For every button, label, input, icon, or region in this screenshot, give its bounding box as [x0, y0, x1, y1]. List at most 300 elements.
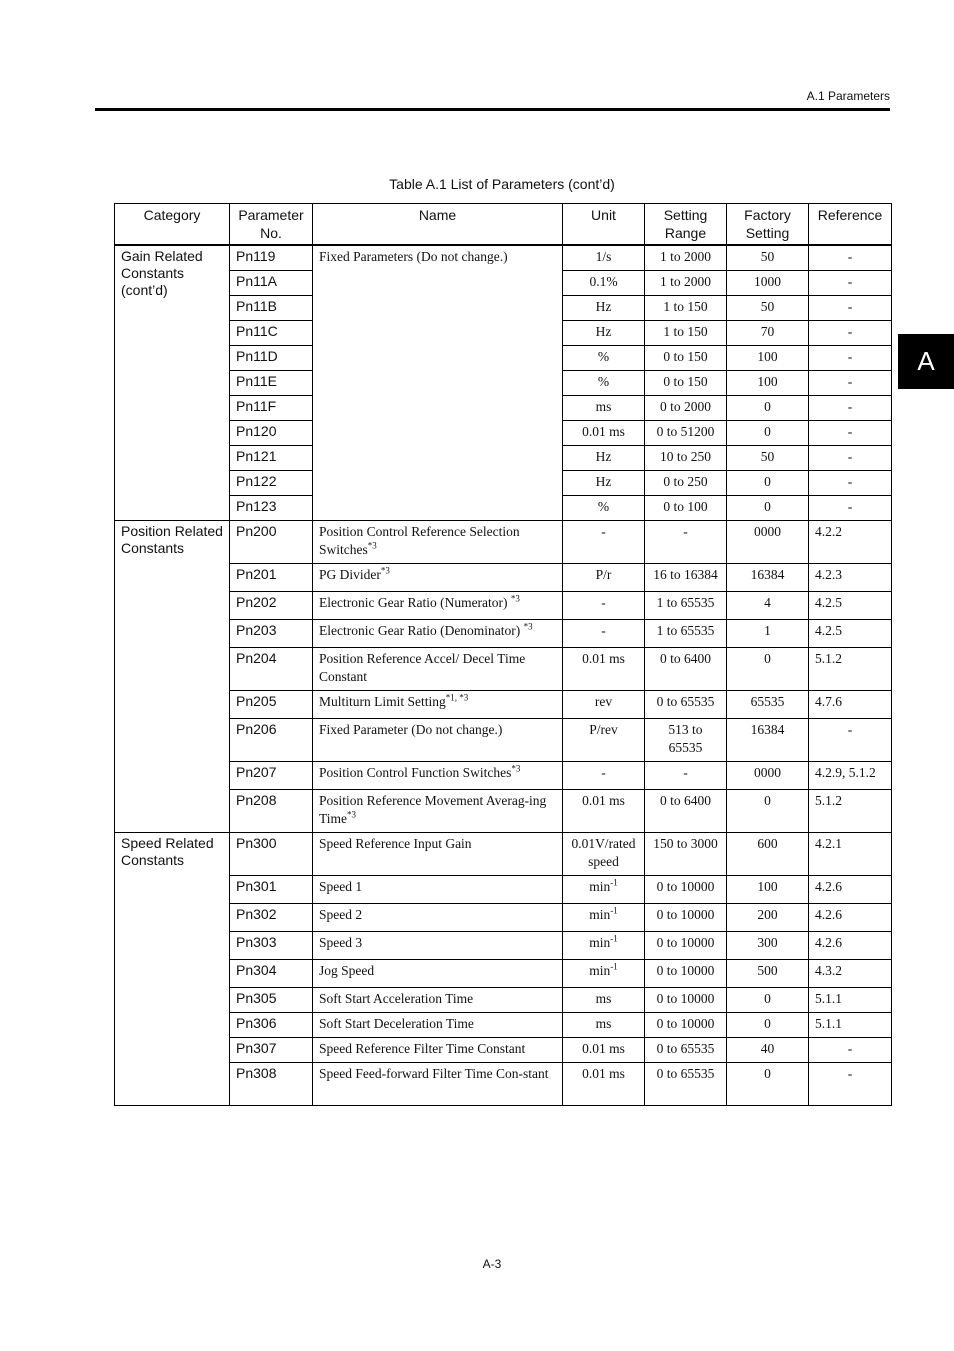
unit-cell-text: min: [589, 907, 611, 922]
reference-cell: [809, 592, 892, 620]
unit-cell: [563, 521, 645, 564]
unit-cell-text: Hz: [595, 299, 612, 314]
parameter-no-cell-text: Pn208: [236, 792, 277, 808]
table-row: [115, 988, 892, 1013]
setting-range-cell: [645, 620, 727, 648]
parameter-no-cell: [230, 496, 313, 521]
reference-cell: [809, 762, 892, 790]
factory-setting-cell-text: 16384: [750, 722, 785, 737]
setting-range-cell: [645, 1038, 727, 1063]
unit-cell-text: Hz: [595, 449, 612, 464]
unit-cell-text: 0.01 ms: [582, 793, 625, 808]
table-row: [115, 932, 892, 960]
factory-setting-cell: [727, 421, 809, 446]
name-cell: [313, 1038, 563, 1063]
factory-setting-cell-text: 0: [764, 1016, 771, 1031]
setting-range-cell-text: 1 to 150: [663, 324, 708, 339]
setting-range-cell: [645, 564, 727, 592]
setting-range-cell-text: 0 to 100: [663, 499, 708, 514]
name-cell-text: Speed Reference Filter Time Constant: [319, 1041, 526, 1056]
parameter-no-cell: [230, 396, 313, 421]
reference-cell-text: 4.2.5: [815, 623, 842, 638]
parameter-no-cell-text: Pn203: [236, 622, 277, 638]
setting-range-cell: [645, 496, 727, 521]
parameter-no-cell: [230, 421, 313, 446]
reference-cell-text: 4.2.6: [815, 879, 842, 894]
category-cell: [115, 245, 230, 521]
parameter-no-cell: [230, 446, 313, 471]
parameter-no-cell: [230, 1013, 313, 1038]
factory-setting-cell: [727, 762, 809, 790]
name-cell-text: Position Control Function Switches: [319, 765, 512, 780]
setting-range-cell: [645, 592, 727, 620]
parameter-no-cell: [230, 648, 313, 691]
factory-setting-cell: [727, 932, 809, 960]
unit-cell: [563, 833, 645, 876]
table-row: [115, 521, 892, 564]
factory-setting-cell: [727, 790, 809, 833]
table-row: [115, 648, 892, 691]
factory-setting-cell-text: 100: [757, 349, 778, 364]
setting-range-cell: [645, 932, 727, 960]
parameter-no-cell: [230, 245, 313, 271]
setting-range-cell: [645, 446, 727, 471]
setting-range-cell: [645, 833, 727, 876]
name-cell: [313, 592, 563, 620]
factory-setting-cell: [727, 904, 809, 932]
table-row: [115, 245, 892, 271]
name-cell: [313, 1063, 563, 1106]
parameter-no-cell-text: Pn11C: [236, 323, 278, 339]
reference-cell-text: -: [847, 374, 853, 389]
parameter-no-cell: [230, 371, 313, 396]
unit-cell: [563, 446, 645, 471]
setting-range-cell-text: 0 to 10000: [656, 935, 715, 950]
factory-setting-cell: [727, 1038, 809, 1063]
setting-range-cell-text: 0 to 10000: [656, 1016, 715, 1031]
table-row: [115, 691, 892, 719]
parameter-no-cell: [230, 321, 313, 346]
unit-cell: [563, 346, 645, 371]
unit-cell: [563, 271, 645, 296]
unit-cell-text: min: [589, 963, 611, 978]
parameter-no-cell-text: Pn123: [236, 498, 277, 514]
parameter-no-cell-text: Pn122: [236, 473, 277, 489]
table-row: [115, 564, 892, 592]
unit-cell-text: 0.01 ms: [582, 651, 625, 666]
setting-range-cell: [645, 296, 727, 321]
reference-cell-text: 4.2.3: [815, 567, 842, 582]
setting-range-cell: [645, 960, 727, 988]
parameter-no-cell-text: Pn204: [236, 650, 277, 666]
parameter-no-cell: [230, 960, 313, 988]
reference-cell: [809, 790, 892, 833]
unit-cell: [563, 932, 645, 960]
setting-range-cell: [645, 988, 727, 1013]
reference-cell-text: -: [847, 499, 853, 514]
factory-setting-cell: [727, 521, 809, 564]
footnote-marker: *3: [367, 540, 377, 551]
reference-cell: [809, 396, 892, 421]
factory-setting-cell-text: 0: [764, 991, 771, 1006]
column-header-setting-range: Setting Range: [645, 204, 727, 246]
parameter-no-cell-text: Pn207: [236, 764, 277, 780]
setting-range-cell: [645, 648, 727, 691]
reference-cell: [809, 346, 892, 371]
category-cell: [115, 833, 230, 1106]
reference-cell: [809, 296, 892, 321]
table-row: [115, 762, 892, 790]
parameter-no-cell: [230, 521, 313, 564]
factory-setting-cell-text: 70: [760, 324, 775, 339]
unit-cell-text: -: [601, 595, 606, 610]
reference-cell: [809, 471, 892, 496]
name-cell-text: Position Reference Accel/ Decel Time Constant: [319, 651, 526, 684]
unit-cell: [563, 471, 645, 496]
name-cell: [313, 932, 563, 960]
factory-setting-cell: [727, 960, 809, 988]
parameter-no-cell: [230, 620, 313, 648]
reference-cell-text: 4.2.5: [815, 595, 842, 610]
unit-cell: [563, 592, 645, 620]
parameter-no-cell-text: Pn121: [236, 448, 277, 464]
setting-range-cell: [645, 521, 727, 564]
unit-cell-text: -: [601, 765, 606, 780]
unit-cell: [563, 296, 645, 321]
factory-setting-cell: [727, 446, 809, 471]
factory-setting-cell-text: 1: [764, 623, 771, 638]
factory-setting-cell-text: 0: [764, 399, 771, 414]
column-header-unit: Unit: [563, 204, 645, 246]
footnote-marker: -1: [610, 905, 618, 916]
unit-cell-text: min: [589, 935, 611, 950]
reference-cell-text: 4.3.2: [815, 963, 842, 978]
column-header-category: Category: [115, 204, 230, 246]
unit-cell: [563, 691, 645, 719]
unit-cell: [563, 904, 645, 932]
unit-cell-text: min: [589, 879, 611, 894]
name-cell-text: Fixed Parameter (Do not change.): [319, 722, 503, 737]
footnote-marker: *3: [510, 593, 520, 604]
unit-cell-text: 1/s: [595, 249, 612, 264]
name-cell-text: Electronic Gear Ratio (Numerator): [319, 595, 511, 610]
parameter-no-cell-text: Pn304: [236, 962, 277, 978]
table-row: [115, 790, 892, 833]
parameter-no-cell: [230, 1038, 313, 1063]
factory-setting-cell: [727, 564, 809, 592]
name-cell-text: Speed Reference Input Gain: [319, 836, 472, 851]
setting-range-cell: [645, 719, 727, 762]
parameter-no-cell: [230, 762, 313, 790]
parameter-no-cell-text: Pn200: [236, 523, 277, 539]
factory-setting-cell-text: 500: [757, 963, 778, 978]
parameter-no-cell-text: Pn120: [236, 423, 277, 439]
parameter-no-cell: [230, 719, 313, 762]
setting-range-cell-text: 0 to 10000: [656, 879, 715, 894]
unit-cell: [563, 1038, 645, 1063]
parameter-no-cell-text: Pn206: [236, 721, 277, 737]
name-cell: [313, 876, 563, 904]
footnote-marker: *3: [347, 809, 357, 820]
unit-cell: [563, 648, 645, 691]
parameter-no-cell: [230, 876, 313, 904]
factory-setting-cell-text: 0: [764, 1066, 771, 1081]
parameter-no-cell: [230, 691, 313, 719]
unit-cell: [563, 988, 645, 1013]
table-header-row: [115, 204, 892, 246]
reference-cell: [809, 1063, 892, 1106]
setting-range-cell-text: 1 to 2000: [659, 274, 711, 289]
factory-setting-cell-text: 0000: [754, 765, 781, 780]
factory-setting-cell: [727, 296, 809, 321]
unit-cell: [563, 564, 645, 592]
reference-cell: [809, 988, 892, 1013]
category-cell-text: Position Related Constants: [121, 523, 223, 556]
unit-cell-text: %: [597, 349, 610, 364]
factory-setting-cell: [727, 1013, 809, 1038]
reference-cell-text: -: [847, 1066, 853, 1081]
name-cell-text: Speed 1: [319, 879, 363, 894]
setting-range-cell-text: 1 to 65535: [656, 595, 715, 610]
unit-cell-text: rev: [594, 694, 613, 709]
name-cell-text: Fixed Parameters (Do not change.): [319, 249, 508, 264]
reference-cell-text: -: [847, 274, 853, 289]
setting-range-cell: [645, 371, 727, 396]
header-rule: [95, 108, 890, 111]
factory-setting-cell-text: 0: [764, 793, 771, 808]
setting-range-cell: [645, 421, 727, 446]
reference-cell-text: 4.2.6: [815, 935, 842, 950]
reference-cell: [809, 648, 892, 691]
unit-cell: [563, 960, 645, 988]
name-cell: [313, 988, 563, 1013]
parameter-no-cell-text: Pn302: [236, 906, 277, 922]
setting-range-cell: [645, 876, 727, 904]
page-header-section: A.1 Parameters: [806, 89, 890, 103]
reference-cell: [809, 719, 892, 762]
unit-cell: [563, 719, 645, 762]
unit-cell-text: ms: [595, 1016, 612, 1031]
parameter-no-cell-text: Pn306: [236, 1015, 277, 1031]
parameter-no-cell-text: Pn300: [236, 835, 277, 851]
footnote-marker: -1: [610, 961, 618, 972]
footnote-marker: *1, *3: [445, 692, 469, 703]
setting-range-cell-text: 0 to 6400: [659, 651, 711, 666]
setting-range-cell-text: 0 to 51200: [656, 424, 715, 439]
column-header-reference: Reference: [809, 204, 892, 246]
name-cell-text: Position Control Reference Selection Switches: [319, 524, 520, 557]
factory-setting-cell-text: 100: [757, 879, 778, 894]
setting-range-cell-text: 1 to 65535: [656, 623, 715, 638]
parameter-no-cell-text: Pn11F: [236, 398, 277, 414]
page-number: A-3: [482, 1257, 502, 1271]
factory-setting-cell-text: 4: [764, 595, 771, 610]
factory-setting-cell-text: 0000: [754, 524, 781, 539]
footnote-marker: *3: [523, 621, 533, 632]
name-cell-text: Position Reference Movement Averag-ing Time: [319, 793, 547, 826]
setting-range-cell: [645, 271, 727, 296]
factory-setting-cell-text: 50: [760, 449, 775, 464]
factory-setting-cell-text: 50: [760, 299, 775, 314]
unit-cell-text: %: [597, 499, 610, 514]
unit-cell: [563, 396, 645, 421]
setting-range-cell: [645, 321, 727, 346]
setting-range-cell-text: 0 to 150: [663, 349, 708, 364]
unit-cell-text: -: [601, 623, 606, 638]
factory-setting-cell: [727, 691, 809, 719]
setting-range-cell-text: 513 to 65535: [668, 722, 703, 755]
reference-cell-text: -: [847, 324, 853, 339]
name-cell-text: PG Divider: [319, 567, 381, 582]
setting-range-cell-text: 0 to 150: [663, 374, 708, 389]
setting-range-cell-text: -: [683, 524, 688, 539]
table-row: [115, 904, 892, 932]
reference-cell-text: -: [847, 449, 853, 464]
reference-cell: [809, 496, 892, 521]
parameter-no-cell-text: Pn11A: [236, 273, 277, 289]
reference-cell-text: -: [847, 722, 853, 737]
name-cell: [313, 719, 563, 762]
unit-cell: [563, 1063, 645, 1106]
reference-cell-text: 4.2.9, 5.1.2: [815, 765, 876, 780]
factory-setting-cell: [727, 245, 809, 271]
setting-range-cell-text: 0 to 65535: [656, 1066, 715, 1081]
setting-range-cell-text: 0 to 10000: [656, 963, 715, 978]
footnote-marker: *3: [511, 763, 521, 774]
parameter-no-cell-text: Pn307: [236, 1040, 277, 1056]
setting-range-cell-text: 1 to 2000: [659, 249, 711, 264]
factory-setting-cell: [727, 648, 809, 691]
table-row: [115, 592, 892, 620]
name-cell: [313, 762, 563, 790]
unit-cell-text: 0.01V/rated speed: [571, 836, 636, 869]
factory-setting-cell-text: 16384: [750, 567, 785, 582]
parameter-table: [114, 203, 892, 1106]
reference-cell-text: -: [847, 299, 853, 314]
unit-cell: [563, 620, 645, 648]
reference-cell-text: -: [847, 249, 853, 264]
factory-setting-cell-text: 50: [760, 249, 775, 264]
footnote-marker: -1: [610, 877, 618, 888]
unit-cell-text: ms: [595, 991, 612, 1006]
reference-cell-text: 5.1.1: [815, 1016, 842, 1031]
factory-setting-cell-text: 0: [764, 499, 771, 514]
setting-range-cell: [645, 245, 727, 271]
table-row: [115, 1038, 892, 1063]
factory-setting-cell: [727, 471, 809, 496]
factory-setting-cell-text: 0: [764, 651, 771, 666]
unit-cell: [563, 790, 645, 833]
footnote-marker: *3: [380, 565, 390, 576]
category-cell: [115, 521, 230, 833]
setting-range-cell: [645, 904, 727, 932]
setting-range-cell-text: 150 to 3000: [653, 836, 718, 851]
reference-cell: [809, 932, 892, 960]
name-cell-text: Speed 2: [319, 907, 363, 922]
factory-setting-cell: [727, 719, 809, 762]
factory-setting-cell-text: 1000: [754, 274, 781, 289]
setting-range-cell: [645, 1013, 727, 1038]
setting-range-cell: [645, 790, 727, 833]
reference-cell: [809, 876, 892, 904]
appendix-tab: A: [898, 334, 954, 389]
factory-setting-cell: [727, 321, 809, 346]
name-cell-text: Multiturn Limit Setting: [319, 694, 446, 709]
parameter-no-cell: [230, 471, 313, 496]
table-caption: Table A.1 List of Parameters (cont’d): [389, 176, 615, 192]
reference-cell: [809, 446, 892, 471]
factory-setting-cell: [727, 396, 809, 421]
unit-cell: [563, 371, 645, 396]
name-cell-text: Speed Feed-forward Filter Time Con-stant: [319, 1066, 549, 1081]
category-cell-text: Gain Related Constants (cont’d): [121, 248, 203, 298]
setting-range-cell-text: 0 to 10000: [656, 907, 715, 922]
reference-cell: [809, 271, 892, 296]
setting-range-cell-text: 0 to 10000: [656, 991, 715, 1006]
setting-range-cell: [645, 691, 727, 719]
unit-cell-text: 0.1%: [589, 274, 618, 289]
name-cell-text: Jog Speed: [319, 963, 375, 978]
unit-cell-text: Hz: [595, 324, 612, 339]
unit-cell: [563, 1013, 645, 1038]
reference-cell: [809, 421, 892, 446]
column-header-parameter-no: Parameter No.: [230, 204, 313, 246]
reference-cell: [809, 321, 892, 346]
table-row: [115, 960, 892, 988]
factory-setting-cell: [727, 876, 809, 904]
parameter-no-cell: [230, 1063, 313, 1106]
unit-cell-text: Hz: [595, 474, 612, 489]
factory-setting-cell: [727, 833, 809, 876]
name-cell: [313, 521, 563, 564]
unit-cell: [563, 762, 645, 790]
table-row: [115, 1013, 892, 1038]
parameter-no-cell: [230, 988, 313, 1013]
name-cell-text: Soft Start Deceleration Time: [319, 1016, 474, 1031]
reference-cell: [809, 564, 892, 592]
factory-setting-cell-text: 600: [757, 836, 778, 851]
table-row: [115, 1063, 892, 1106]
unit-cell-text: 0.01 ms: [582, 1041, 625, 1056]
reference-cell: [809, 521, 892, 564]
setting-range-cell: [645, 471, 727, 496]
setting-range-cell: [645, 346, 727, 371]
reference-cell-text: -: [847, 424, 853, 439]
unit-cell: [563, 245, 645, 271]
unit-cell: [563, 876, 645, 904]
reference-cell-text: 5.1.2: [815, 793, 842, 808]
reference-cell-text: 5.1.2: [815, 651, 842, 666]
name-cell: [313, 790, 563, 833]
reference-cell-text: -: [847, 474, 853, 489]
factory-setting-cell: [727, 496, 809, 521]
setting-range-cell: [645, 762, 727, 790]
reference-cell: [809, 245, 892, 271]
parameter-no-cell-text: Pn303: [236, 934, 277, 950]
name-cell: [313, 1013, 563, 1038]
unit-cell-text: -: [601, 524, 606, 539]
reference-cell-text: 4.2.2: [815, 524, 842, 539]
name-cell: [313, 648, 563, 691]
reference-cell-text: 4.7.6: [815, 694, 842, 709]
category-cell-text: Speed Related Constants: [121, 835, 214, 868]
parameter-no-cell-text: Pn205: [236, 693, 277, 709]
table-row: [115, 833, 892, 876]
name-cell-text: Electronic Gear Ratio (Denominator): [319, 623, 524, 638]
parameter-no-cell: [230, 346, 313, 371]
setting-range-cell-text: 10 to 250: [659, 449, 711, 464]
reference-cell: [809, 904, 892, 932]
